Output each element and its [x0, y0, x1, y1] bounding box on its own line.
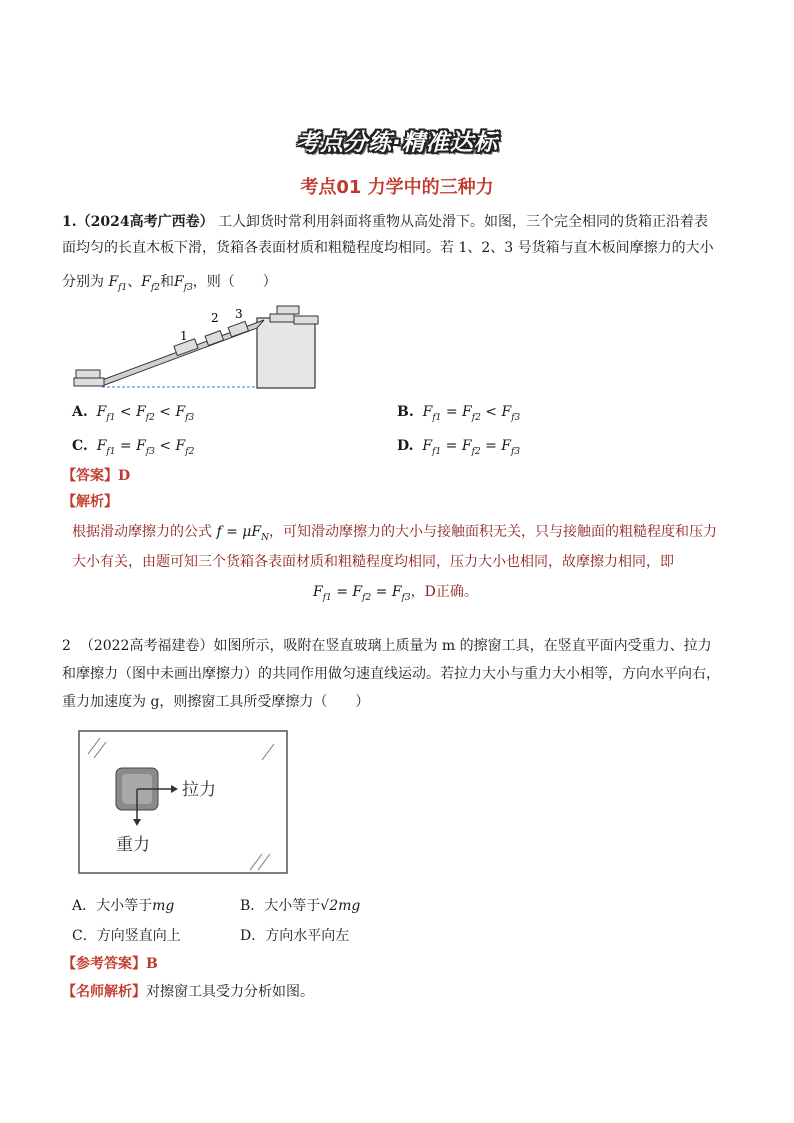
q1-answer: 【答案】D — [62, 468, 131, 484]
incline-figure — [72, 298, 322, 390]
q1-option-d: D. $F_{f1} = F_{f2} = F_{f3}$ — [397, 438, 521, 457]
q2-option-a: A．大小等于mg — [72, 898, 175, 914]
box-2 — [205, 331, 223, 346]
q1-text1: 工人卸货时常利用斜面将重物从高处滑下。如图，三个完全相同的货箱正沿着表 — [218, 214, 709, 230]
q2-number: 2 — [62, 638, 71, 654]
box-top-2 — [294, 316, 318, 324]
label-2: 2 — [211, 311, 219, 325]
glass-pane — [79, 731, 287, 873]
q2-line3: 重力加速度为 g，则擦窗工具所受摩擦力（ ） — [62, 694, 370, 710]
q1-option-b: B. $F_{f1} = F_{f2} < F_{f3}$ — [397, 404, 521, 423]
section-title: 考点01 力学中的三种力 — [300, 177, 494, 198]
q1-analysis-line2: 大小有关，由题可知三个货箱各表面材质和粗糙程度均相同，压力大小也相同，故摩擦力相同，即 — [72, 554, 674, 570]
label-3: 3 — [235, 307, 243, 321]
q1-option-c: C. $F_{f1} = F_{f3} < F_{f2}$ — [72, 438, 195, 457]
box-ground-2 — [74, 378, 104, 386]
pull-label: 拉力 — [182, 780, 216, 800]
q1-line1 — [62, 212, 708, 232]
q2-answer: 【参考答案】B — [62, 956, 158, 972]
q2-option-d: D．方向水平向左 — [240, 928, 350, 944]
q2-option-b: B．大小等于√2mg — [240, 898, 361, 914]
q2-option-c: C．方向竖直向上 — [72, 928, 181, 944]
q1-line3: 分别为 $F_{f1}$、$F_{f2}$和$F_{f3}$，则（ ） — [62, 274, 277, 293]
q1-source: （2024高考广西卷） — [76, 214, 214, 230]
q1-analysis-line3: $F_{f1} = F_{f2} = F_{f3}$，D正确。 — [313, 584, 478, 603]
box-ground-1 — [76, 370, 100, 378]
q1-analysis-tag: 【解析】 — [62, 494, 118, 510]
label-1: 1 — [180, 329, 188, 343]
box-3 — [228, 321, 248, 337]
math-ff1: $F_{f1}$ — [108, 274, 128, 293]
q1-option-a: A. $F_{f1} < F_{f2} < F_{f3}$ — [72, 404, 195, 423]
window-figure — [78, 730, 290, 876]
box-top-3 — [277, 306, 299, 314]
q1-line2: 面均匀的长直木板下滑，货箱各表面材质和粗糙程度均相同。若 1、2、3 号货箱与直木板间摩擦力的大小 — [62, 240, 714, 256]
q2-analysis: 【名师解析】对擦窗工具受力分析如图。 — [62, 984, 314, 1000]
platform-block — [257, 318, 315, 388]
gravity-label: 重力 — [116, 835, 150, 855]
box-top-1 — [270, 314, 294, 322]
banner-title: 考点分练·精准达标 — [296, 130, 498, 156]
q1-number: 1. — [62, 214, 77, 230]
q2-line2: 和摩擦力（图中未画出摩擦力）的共同作用做匀速直线运动。若拉力大小与重力大小相等，方向水平向右， — [62, 666, 720, 682]
q1-analysis-line1: 根据滑动摩擦力的公式 $f = \mu F_N$，可知滑动摩擦力的大小与接触面积无关，只与接触面的粗糙程度和压力 — [72, 524, 717, 543]
q2-line1: 2 （2022高考福建卷）如图所示，吸附在竖直玻璃上质量为 m 的擦窗工具，在竖直平面内受重力、拉力 — [62, 638, 712, 654]
q2-source: （2022高考福建卷） — [79, 638, 214, 654]
